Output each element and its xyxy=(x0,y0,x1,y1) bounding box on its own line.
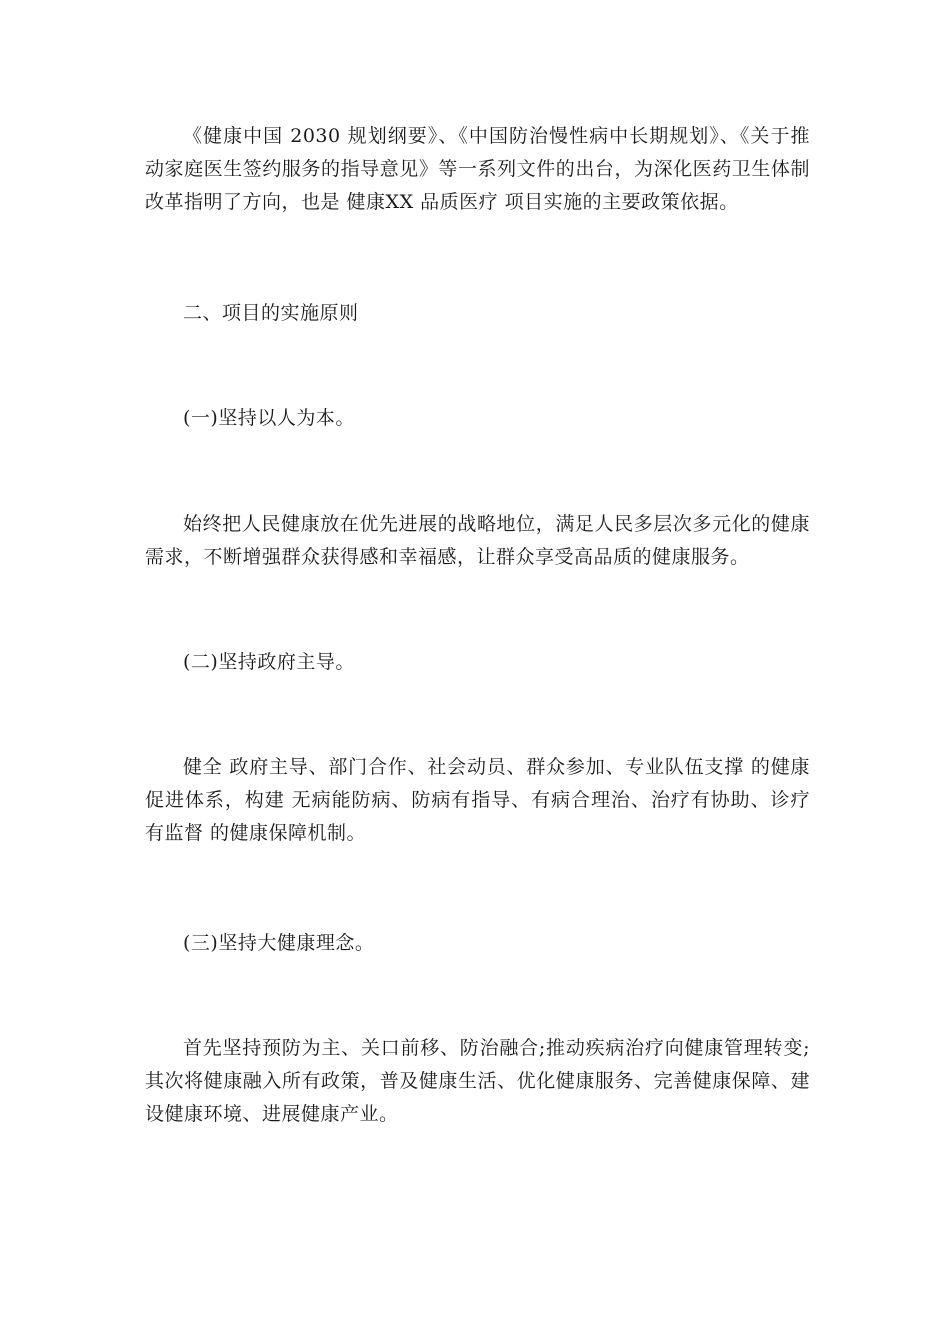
paragraph-people-centered: 始终把人民健康放在优先进展的战略地位，满足人民多层次多元化的健康需求，不断增强群众获得感和幸福感，让群众享受高品质的健康服务。 xyxy=(145,513,810,568)
principle-heading-big-health: (三)坚持大健康理念。 xyxy=(183,932,375,954)
paragraph-big-health: 首先坚持预防为主、关口前移、防治融合;推动疾病治疗向健康管理转变;其次将健康融入所有政策，普及健康生活、优化健康服务、完善健康保障、建设健康环境、进展健康产业。 xyxy=(145,1037,810,1125)
paragraph-government-led: 健全 政府主导、部门合作、社会动员、群众参加、专业队伍支撑 的健康促进体系，构建 无病能防病、防病有指导、有病合理治、治疗有协助、诊疗有监督 的健康保障机制。 xyxy=(145,756,810,844)
principle-heading-people-centered: (一)坚持以人为本。 xyxy=(183,407,355,429)
paragraph-policy-basis: 《健康中国 2030 规划纲要》、《中国防治慢性病中长期规划》、《关于推动家庭医生签约服务的指导意见》等一系列文件的出台，为深化医药卫生体制改革指明了方向，也是 健康XX 品质医疗 项目实施的主要政策依据。 xyxy=(145,125,810,213)
principle-heading-government-led: (二)坚持政府主导。 xyxy=(183,651,355,673)
section-heading-implementation-principles: 二、项目的实施原则 xyxy=(183,302,359,324)
